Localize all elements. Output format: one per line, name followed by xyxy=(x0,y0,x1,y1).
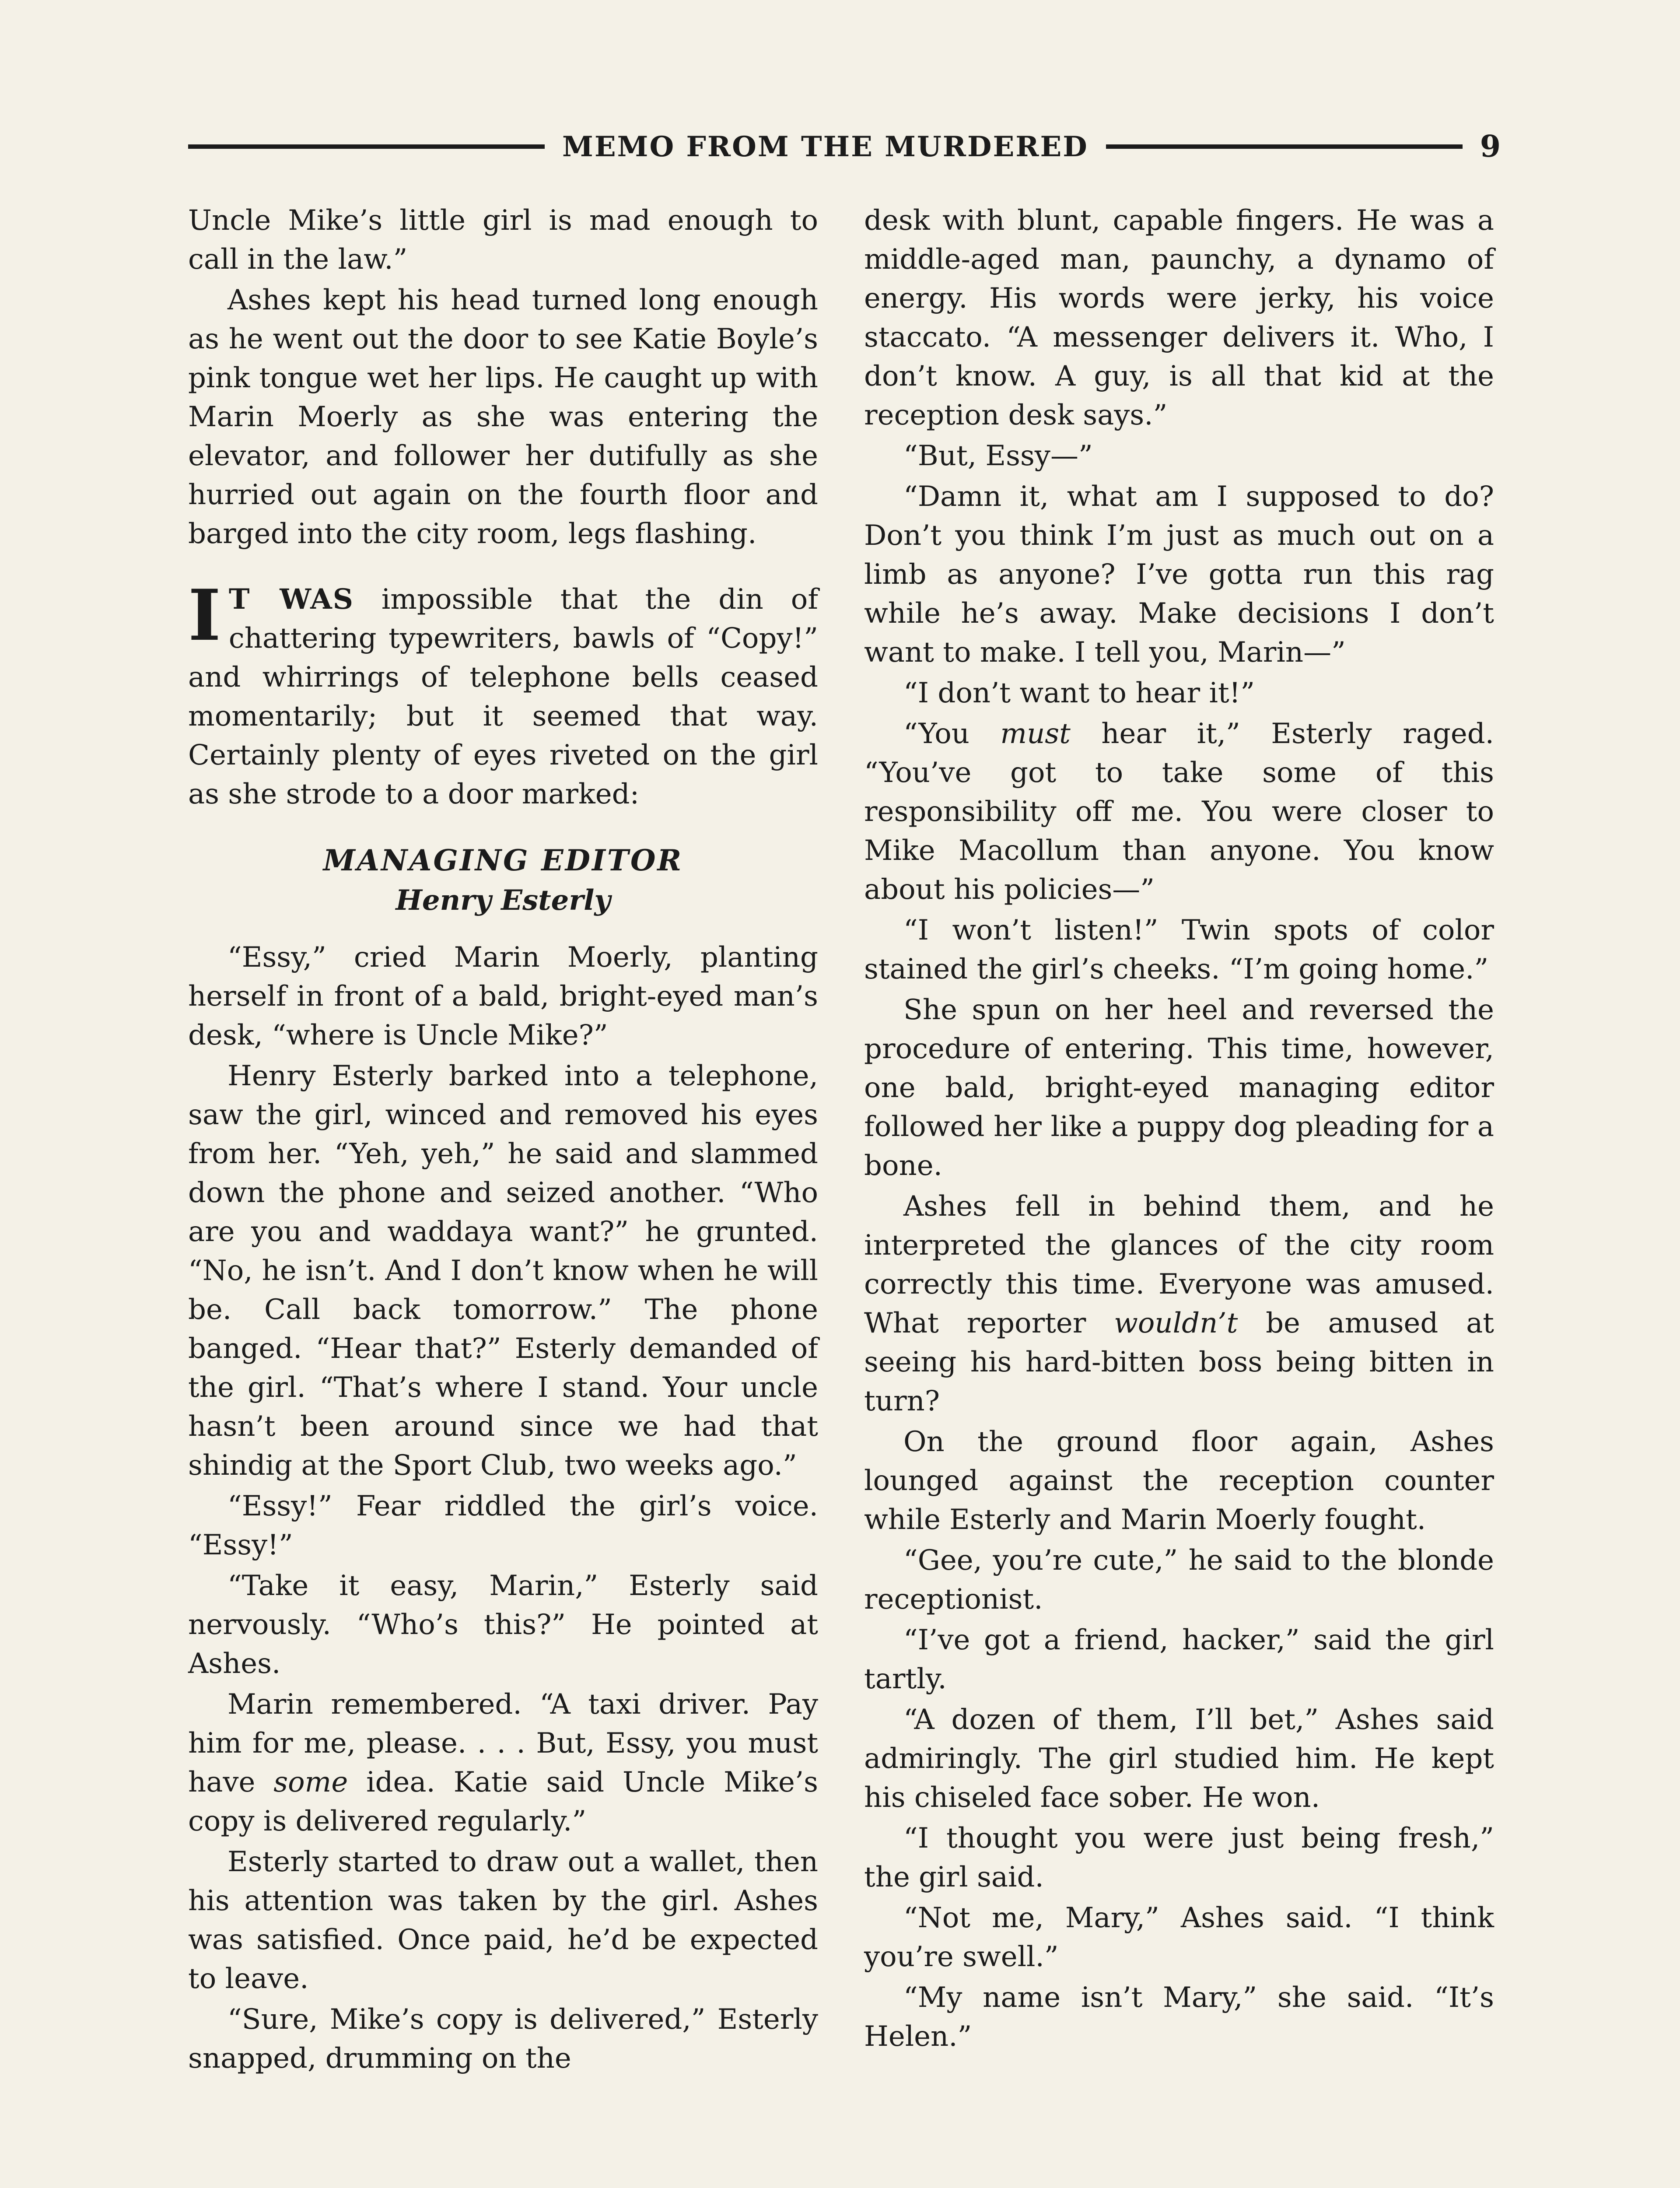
paragraph-text: Marin remembered. “A taxi driver. Pay him for me, please. . . . But, Essy, you must have xyxy=(188,1688,818,1799)
paragraph: Ashes kept his head turned long enough as he went out the door to see Katie Boyle’s pink tongue wet her lips. He caught up with Marin Moerly as she was entering the elevator, and follower her dutifully as she hurried out again on the fourth floor and barged into the city room, legs flashing. xyxy=(188,284,818,550)
emphasis: wouldn’t xyxy=(1114,1307,1238,1339)
emphasis: must xyxy=(1000,718,1071,750)
lead-in: T WAS xyxy=(228,583,354,616)
paragraph: “Sure, Mike’s copy is delivered,” Esterly snapped, drumming on the xyxy=(188,2003,818,2075)
paragraph: “Essy!” Fear riddled the girl’s voice. “Essy!” xyxy=(188,1490,818,1561)
paragraph: Uncle Mike’s little girl is mad enough to call in the law.” xyxy=(188,204,818,276)
running-head xyxy=(188,123,1501,171)
paragraph: “Essy,” cried Marin Moerly, planting herself in front of a bald, bright-eyed man’s desk, “where is Uncle Mike?” xyxy=(188,941,818,1052)
paragraph: “I don’t want to hear it!” xyxy=(903,677,1255,709)
paragraph: “A dozen of them, I’ll bet,” Ashes said admiringly. The girl studied him. He kept his chiseled face sober. He won. xyxy=(864,1704,1494,1814)
paragraph-text: impossible that the din of chattering typewriters, bawls of “Copy!” and whirrings of telephone bells ceased momentarily; but it seemed that way. Certainly plenty of eyes riveted on the girl as she strode to a door marked: xyxy=(188,583,819,810)
paragraph-dropcap xyxy=(188,574,819,814)
paragraph-text: Ashes fell in behind them, and he interpreted the glances of the city room correctly this time. Everyone was amused. What reporter xyxy=(864,1190,1494,1339)
header-rule-left xyxy=(188,144,545,149)
right-column xyxy=(864,201,1494,2058)
paragraph: “My name isn’t Mary,” she said. “It’s Helen.” xyxy=(864,1981,1494,2053)
paragraph xyxy=(864,715,1494,909)
paragraph-text: “You xyxy=(903,718,1001,750)
paragraph: “Take it easy, Marin,” Esterly said nervously. “Who’s this?” He pointed at Ashes. xyxy=(188,1570,818,1680)
drop-cap: I xyxy=(188,574,221,656)
paragraph-text: hear it,” Esterly raged. “You’ve got to take some of this responsibility off me. You were closer to Mike Macollum than anyone. You know about his policies—” xyxy=(864,718,1494,906)
header-rule-right xyxy=(1106,144,1463,149)
sign-name: Henry Esterly xyxy=(396,884,611,917)
door-sign xyxy=(188,840,818,921)
paragraph: “Gee, you’re cute,” he said to the blonde receptionist. xyxy=(864,1544,1494,1616)
paragraph: “I’ve got a friend, hacker,” said the girl tartly. xyxy=(864,1624,1494,1695)
page-number: 9 xyxy=(1480,129,1501,164)
paragraph-text: be amused at seeing his hard-bitten boss being bitten in turn? xyxy=(864,1307,1494,1417)
emphasis: some xyxy=(273,1766,348,1799)
left-column xyxy=(188,201,818,2080)
paragraph: “Not me, Mary,” Ashes said. “I think you’re swell.” xyxy=(864,1902,1494,1973)
paragraph xyxy=(188,1685,818,1841)
paragraph xyxy=(864,1187,1494,1421)
paragraph: desk with blunt, capable fingers. He was a middle-aged man, paunchy, a dynamo of energy. His words were jerky, his voice staccato. “A messenger delivers it. Who, I don’t know. A guy, is all that kid at the reception desk says.” xyxy=(864,204,1494,431)
paragraph: “Damn it, what am I supposed to do? Don’t you think I’m just as much out on a limb as anyone? I’ve gotta run this rag while he’s away. Make decisions I don’t want to make. I tell you, Marin—” xyxy=(864,480,1494,669)
paragraph: “But, Essy—” xyxy=(903,440,1093,472)
sign-title: MANAGING EDITOR xyxy=(323,843,683,877)
paragraph: Esterly started to draw out a wallet, then his attention was taken by the girl. Ashes was satisfied. Once paid, he’d be expected to leave. xyxy=(188,1846,818,1995)
paragraph: “I thought you were just being fresh,” the girl said. xyxy=(864,1822,1494,1893)
paragraph-text: idea. Katie said Uncle Mike’s copy is delivered regularly.” xyxy=(188,1766,819,1837)
paragraph: Henry Esterly barked into a telephone, saw the girl, winced and removed his eyes from her. “Yeh, yeh,” he said and slammed down the phone and seized another. “Who are you and waddaya want?” he grunted. “No, he isn’t. And I don’t know when he will be. Call back tomorrow.” The phone banged. “Hear that?” Esterly demanded of the girl. “That’s where I stand. Your uncle hasn’t been around since we had that shindig at the Sport Club, two weeks ago.” xyxy=(188,1060,818,1482)
story-title: MEMO FROM THE MURDERED xyxy=(562,130,1088,163)
paragraph: She spun on her heel and reversed the procedure of entering. This time, however, one bald, bright-eyed managing editor followed her like a puppy dog pleading for a bone. xyxy=(864,994,1494,1182)
paragraph: “I won’t listen!” Twin spots of color stained the girl’s cheeks. “I’m going home.” xyxy=(864,914,1494,985)
paragraph: On the ground floor again, Ashes lounged against the reception counter while Esterly and Marin Moerly fought. xyxy=(864,1426,1494,1536)
